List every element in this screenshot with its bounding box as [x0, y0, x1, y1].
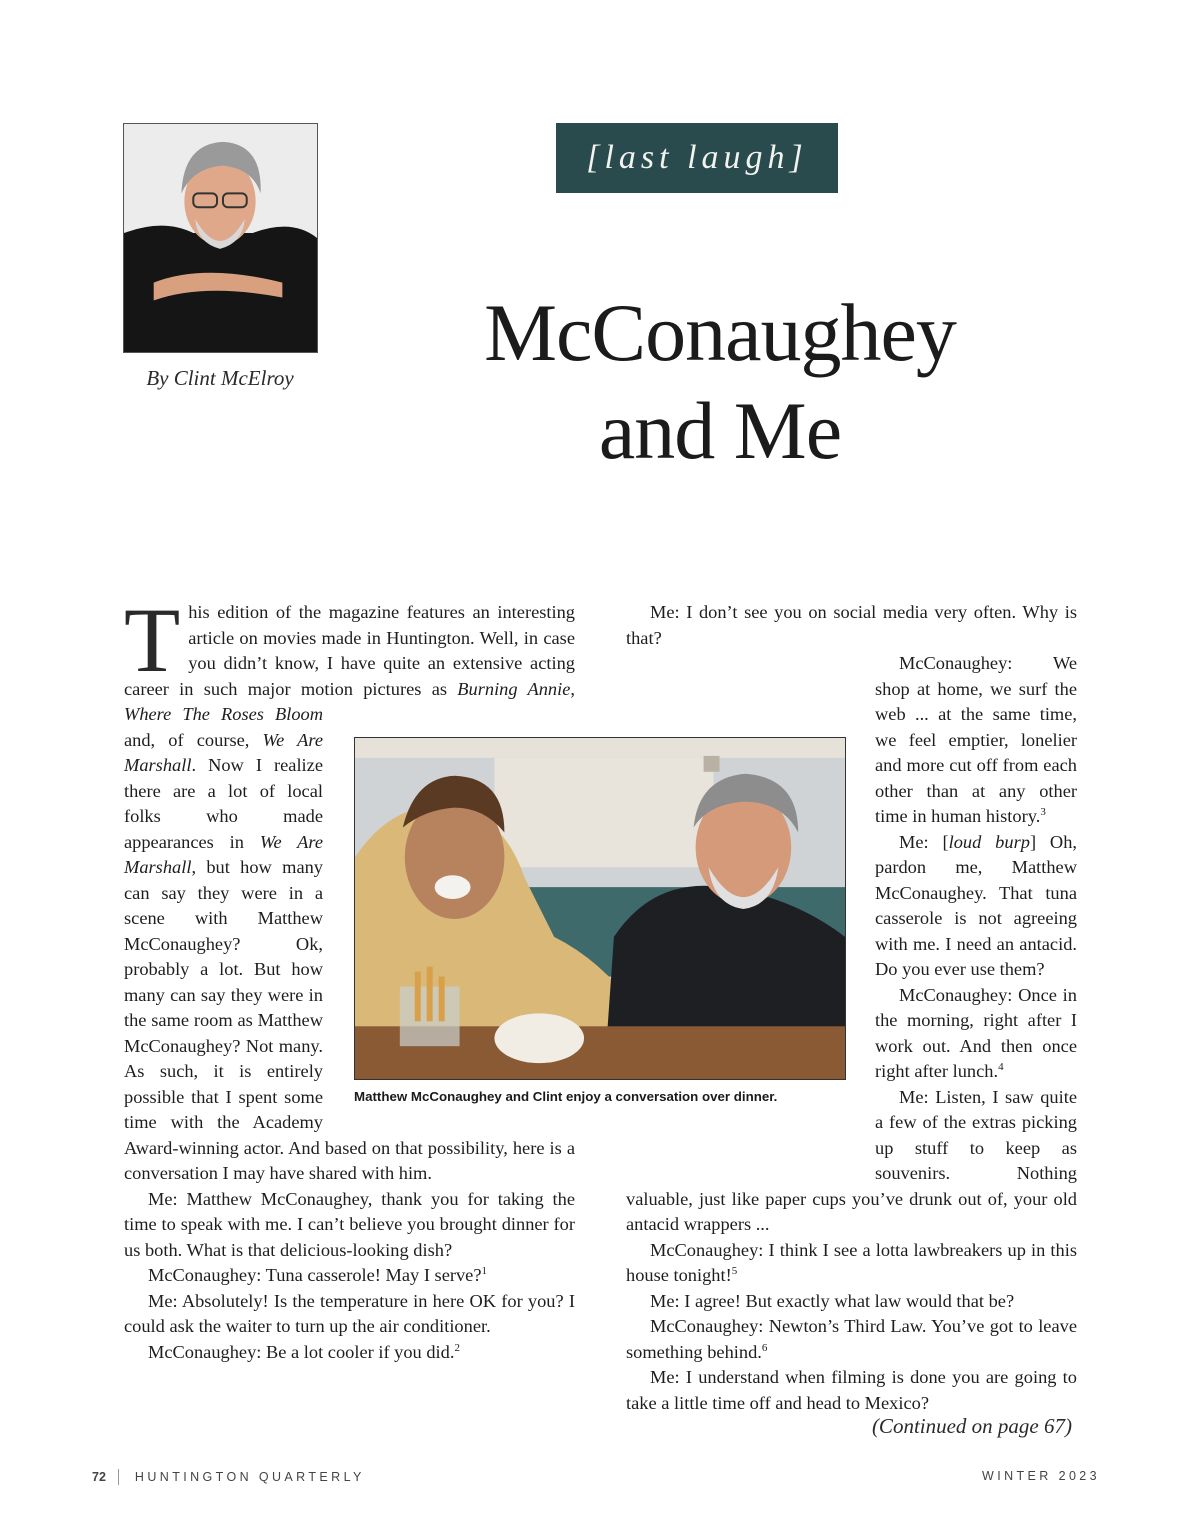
right-paragraph-7: Me: I agree! But exactly what law would that be? [650, 1290, 1015, 1311]
right-paragraph-3-a: Me: [ [899, 831, 949, 852]
separator: and, of course, [124, 729, 263, 750]
drop-cap: T [124, 589, 181, 691]
right-paragraph-4-text: McConaughey: Once in the morning, right after I work out. And then once right after lunch. [875, 984, 1077, 1081]
film-title-4: We Are Marshall [124, 831, 323, 877]
left-paragraph-5-text: McConaughey: Be a lot cooler if you did. [148, 1341, 455, 1362]
right-paragraph-6-text: McConaughey: I think I see a lotta lawbreakers up in this house tonight! [626, 1239, 1077, 1285]
right-paragraph-2-text: McConaughey: We shop at home, we surf the web ... at the same time, we feel emptier, lonelier and more cut off from each other than at any other time in human history. [875, 653, 1077, 826]
folio-divider [118, 1469, 119, 1485]
right-paragraph-8 [626, 1314, 1077, 1365]
headline-line-2: and Me [598, 385, 842, 476]
stage-direction: loud burp [948, 831, 1030, 852]
footnote-3: 3 [1040, 805, 1046, 818]
left-paragraph-5 [124, 1340, 575, 1366]
continued-note: (Continued on page 67) [871, 1414, 1072, 1438]
right-paragraph-6 [626, 1238, 1077, 1289]
headline [400, 284, 1040, 480]
left-paragraph-3-text: McConaughey: Tuna casserole! May I serve? [148, 1265, 482, 1285]
footnote-2: 2 [454, 1341, 460, 1354]
film-title-2: Where The Roses Bloom [124, 704, 323, 724]
photo-caption: Matthew McConaughey and Clint enjoy a conversation over dinner. [354, 1089, 778, 1104]
page-number: 72 [92, 1470, 106, 1484]
section-banner [556, 123, 838, 193]
footnote-1: 1 [481, 1264, 488, 1277]
intro-text-c: , but how many can say they were in a scene with Matthew McConaughey? Ok, probably a lot. But how many can say they were in the same room as Matthew McConaughey? Not many. As such, it is entirely possible that I spent some time with the Academy Award-winning actor. And based on that possibility, here is a conversation I may have shared with him. [124, 857, 575, 1183]
footnote-4: 4 [998, 1060, 1004, 1073]
folio-left [92, 1469, 365, 1485]
film-title-1: Burning Annie [457, 678, 571, 699]
issue-date: WINTER 2023 [982, 1469, 1100, 1483]
intro-text-a: his edition of the magazine features an interesting article on movies made in Huntington. Well, in case you didn’t know, I have quite an extensive acting career in such major motion pictures as [124, 602, 575, 699]
right-paragraph-5: Me: Listen, I saw quite a few of the extras picking up stuff to keep as souvenirs. Nothing valuable, just like paper cups you’ve drunk out of, your old antacid wrappers ... [626, 1086, 1077, 1234]
left-paragraph-2: Me: Matthew McConaughey, thank you for taking the time to speak with me. I can’t believe you brought dinner for us both. What is that delicious-looking dish? [124, 1188, 575, 1260]
footnote-6: 6 [761, 1341, 768, 1354]
footnote-5: 5 [731, 1264, 738, 1277]
right-paragraph-1: Me: I don’t see you on social media very often. Why is that? [626, 602, 1077, 648]
film-title-3: We Are Marshall [124, 729, 323, 775]
right-paragraph-9: Me: I understand when filming is done you are going to take a little time off and head to Mexico? [626, 1367, 1077, 1413]
right-paragraph-8-text: McConaughey: Newton’s Third Law. You’ve got to leave something behind. [626, 1316, 1077, 1362]
headline-line-1: McConaughey [484, 287, 956, 378]
left-paragraph-4: Me: Absolutely! Is the temperature in here OK for you? I could ask the waiter to turn up the air conditioner. [124, 1290, 575, 1336]
author-photo [123, 123, 318, 353]
dinner-photo [354, 737, 846, 1080]
right-paragraph-3-b: ] Oh, pardon me, Matthew McConaughey. That tuna casserole is not agreeing with me. I need an antacid. Do you ever use them? [875, 831, 1077, 979]
publication-name: HUNTINGTON QUARTERLY [134, 1470, 365, 1484]
separator: , [570, 678, 575, 699]
intro-text-b: . Now I realize there are a lot of local folks who made appearances in [124, 755, 323, 852]
section-label: [last laugh] [586, 139, 808, 176]
left-paragraph-3 [124, 1263, 575, 1289]
byline: By Clint McElroy [146, 366, 294, 390]
